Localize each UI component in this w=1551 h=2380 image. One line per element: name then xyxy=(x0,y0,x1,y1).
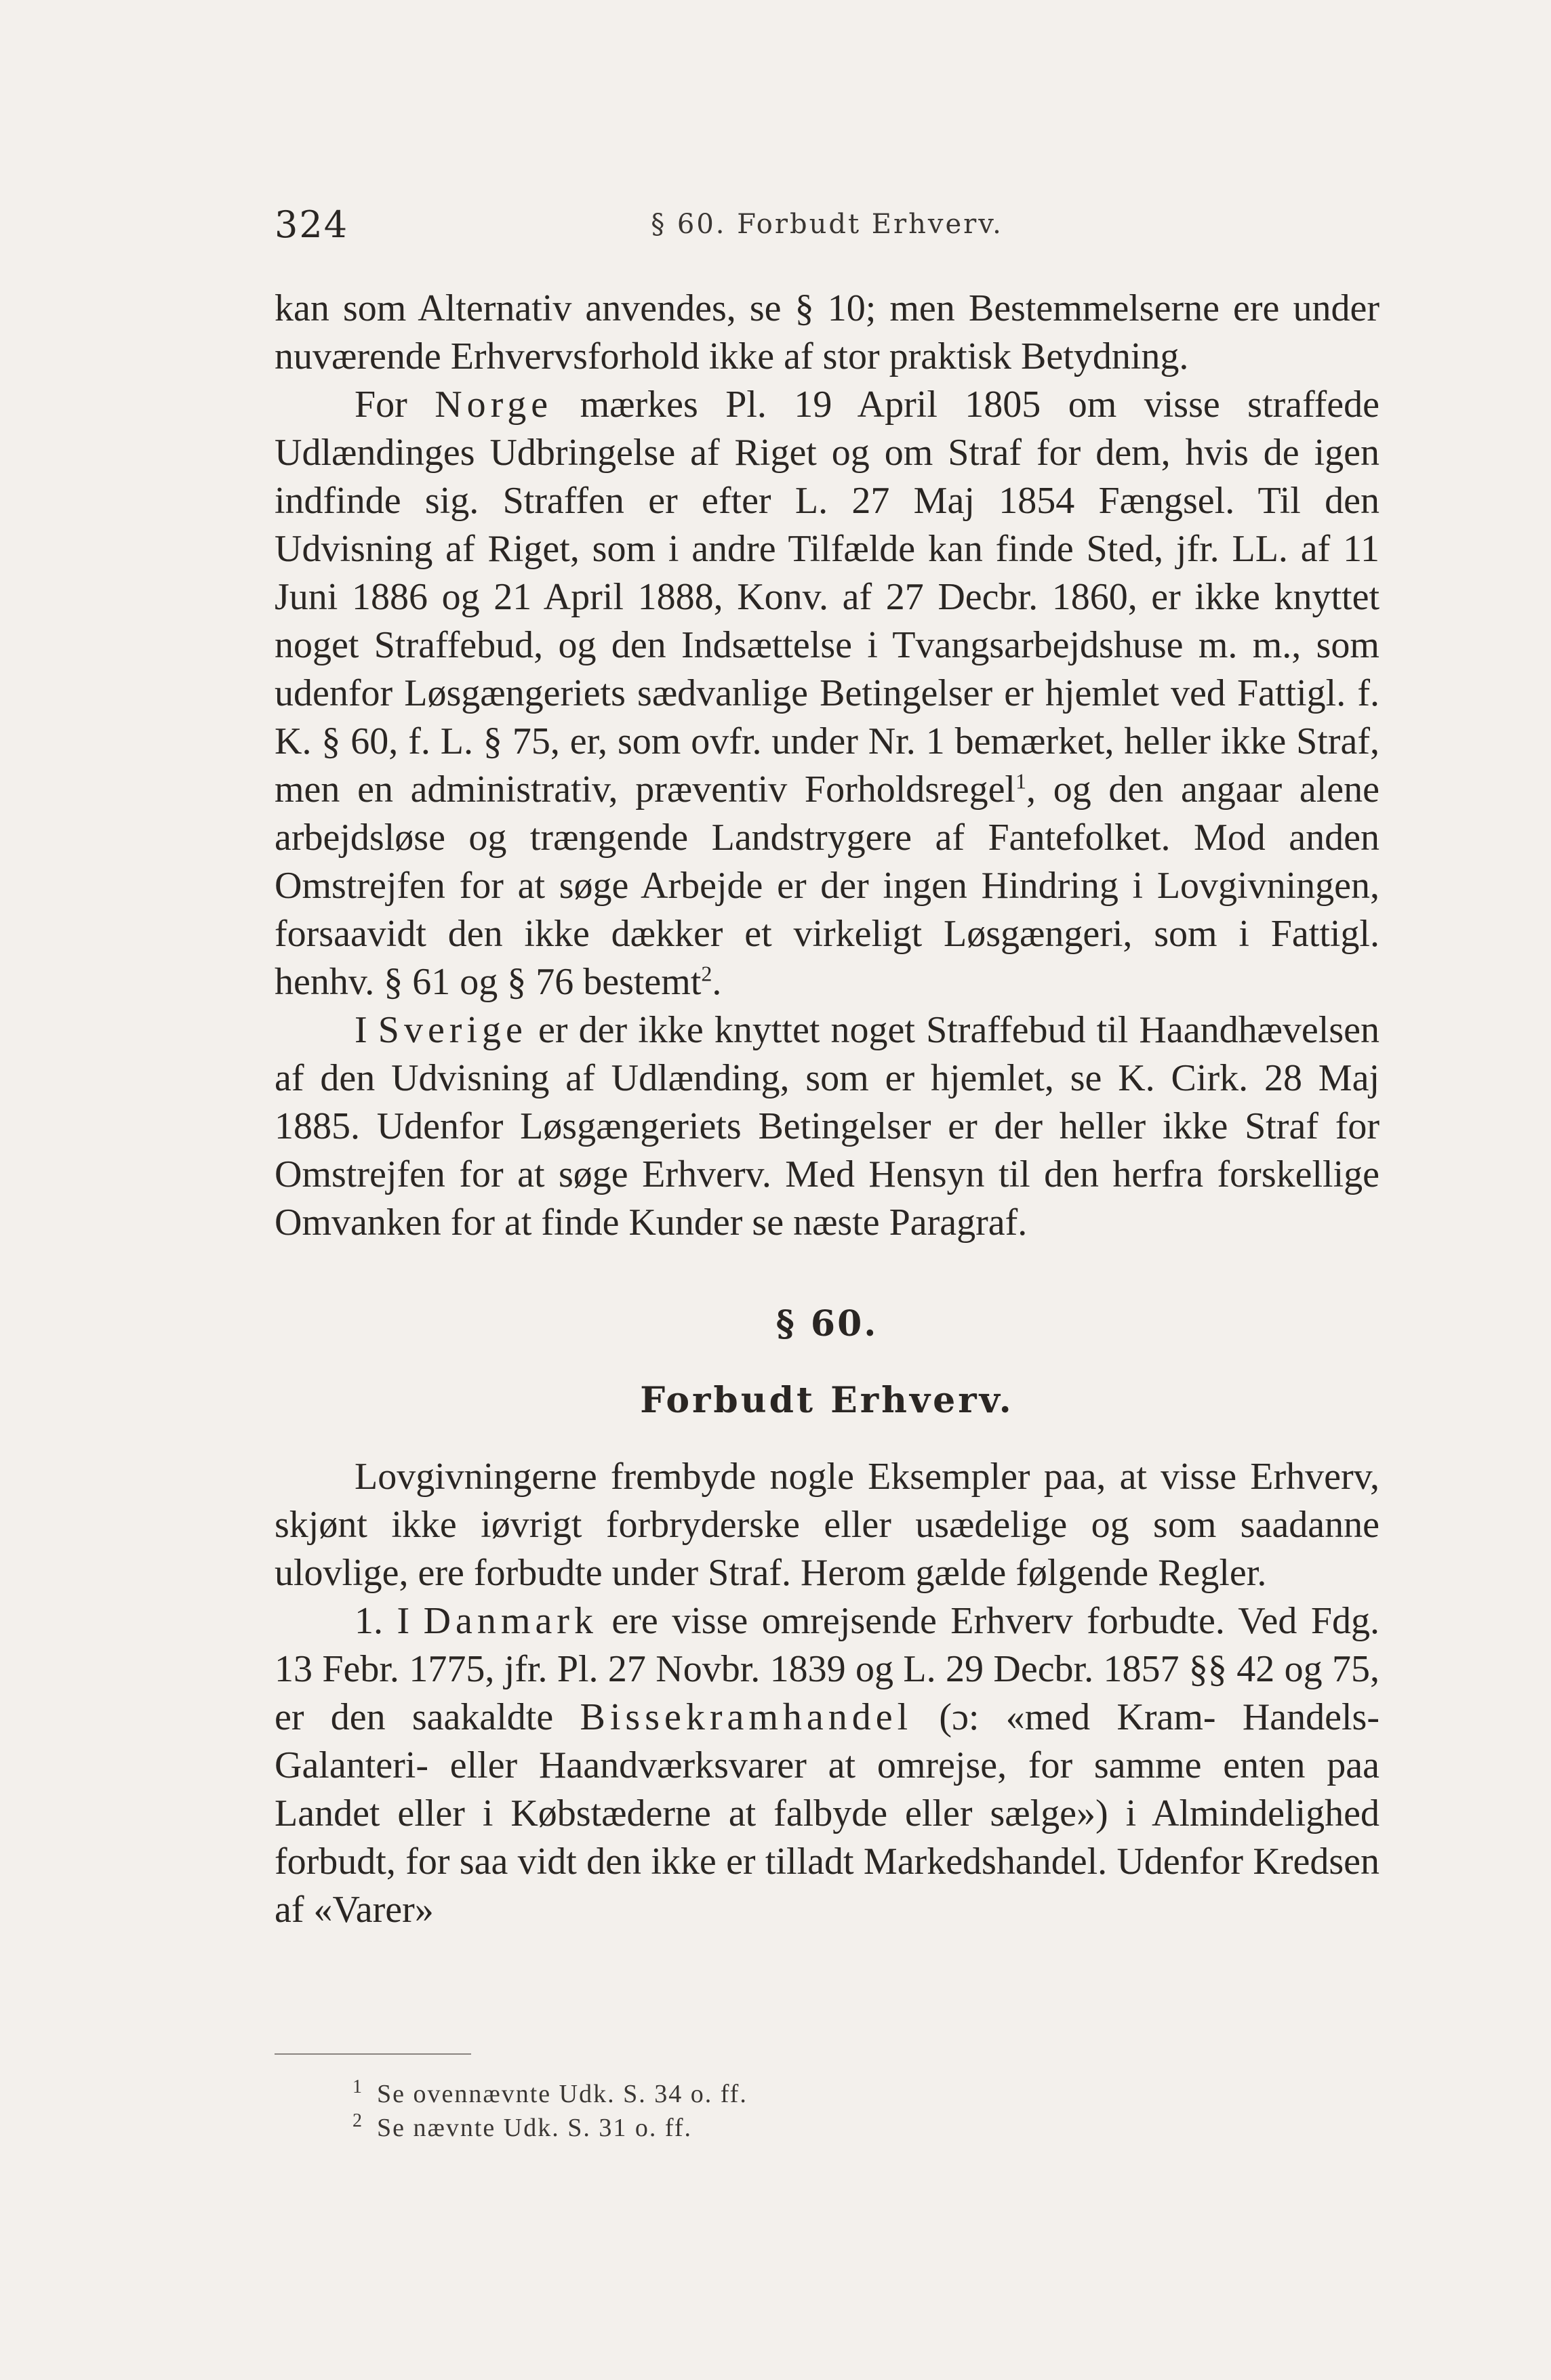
section-title: Forbudt Erhverv. xyxy=(640,1380,1014,1421)
term-bissekramhandel: Bissekramhandel xyxy=(580,1696,913,1738)
country-name-norge: Norge xyxy=(435,384,553,426)
country-name-sverige: Sverige xyxy=(378,1009,527,1051)
paragraph-intro: Lovgivningerne frembyde nogle Eksempler paa, at visse Erhverv, skjønt ikke iøvrigt forbryderske eller usædelige og som saadanne ulovlige, ere forbudte under Straf. Herom gælde følgende Regler. xyxy=(275,1456,1379,1594)
footnote xyxy=(352,2077,1166,2111)
paragraph-danmark: 1. I Danmark ere visse omrejsende Erhverv forbudte. Ved Fdg. 13 Febr. 1775, jfr. Pl. 27 Novbr. 1839 og L. 29 Decbr. 1857 §§ 42 og 75, er den saakaldte Bissekramhandel (ɔ: «med Kram- Handels- Galanteri- eller Haandværksvarer at omrejse, for samme enten paa Landet eller i Købstæderne at falbyde eller sælge») i Almindelighed forbudt, for saa vidt den ikke er tilladt Markedshandel. Udenfor Kredsen af «Varer» xyxy=(275,1600,1379,1931)
footnote-mark: 1 xyxy=(352,2076,363,2098)
footnote-ref: 1 xyxy=(1015,768,1026,794)
footnote-text: Se nævnte Udk. S. 31 o. ff. xyxy=(377,2114,692,2142)
footnote-divider xyxy=(275,2053,471,2055)
running-head: § 60. Forbudt Erhverv. xyxy=(651,209,1003,240)
body-text xyxy=(275,285,1379,1934)
text-line: kan som Alternativ anvendes, se § 10; men Bestemmelserne ere xyxy=(275,287,1280,329)
footnotes xyxy=(352,2077,1166,2145)
page-number: 324 xyxy=(275,203,349,246)
section-number: § 60. xyxy=(776,1303,879,1345)
paragraph-sverige: I Sverige er der ikke knyttet noget Straffebud til Haandhævelsen af den Udvisning af Udlænding, som er hjemlet, se K. Cirk. 28 Maj 1885. Udenfor Løsgængeriets Betingelser er der heller ikke Straf for Omstrejfen for at søge Erhverv. Med Hensyn til den herfra forskellige Omvanken for at finde Kunder se næste Paragraf. xyxy=(275,1009,1379,1244)
footnote xyxy=(352,2111,1166,2145)
footnote-text: Se ovennævnte Udk. S. 34 o. ff. xyxy=(377,2080,748,2108)
page-header xyxy=(275,203,1379,258)
country-name-danmark: Danmark xyxy=(423,1600,598,1642)
paragraph-norge: For Norge mærkes Pl. 19 April 1805 om visse straffede Udlændinges Udbringelse af Riget og om Straf for dem, hvis de igen indfinde sig. Straffen er efter L. 27 Maj 1854 Fængsel. Til den Udvisning af Riget, som i andre Tilfælde kan finde Sted, jfr. LL. af 11 Juni 1886 og 21 April 1888, Konv. af 27 Decbr. 1860, er ikke knyttet noget Straffebud, og den Indsættelse i Tvangsarbejdshuse m. m., som udenfor Løsgængeriets sædvanlige Betingelser er hjemlet ved Fattigl. f. K. § 60, f. L. § 75, er, som ovfr. under Nr. 1 bemærket, heller ikke Straf, men en administrativ, præventiv Forholdsregel$^1$, og den angaar alene arbejdsløse og trængende Landstrygere af Fantefolket. Mod anden Omstrejfen for at søge Arbejde er der ingen Hindring i Lovgivningen, forsaavidt den ikke dækker et virkeligt Løsgængeri, som i Fattigl. henhv. § 61 og § 76 bestemt$^2$. xyxy=(275,384,1379,1003)
footnote-mark: 2 xyxy=(352,2110,363,2132)
paragraph-continued xyxy=(275,285,1379,381)
footnote-ref: 2 xyxy=(701,961,712,986)
text-line: under nuværende Erhvervsforhold ikke af stor praktisk Betydning. xyxy=(275,287,1380,377)
